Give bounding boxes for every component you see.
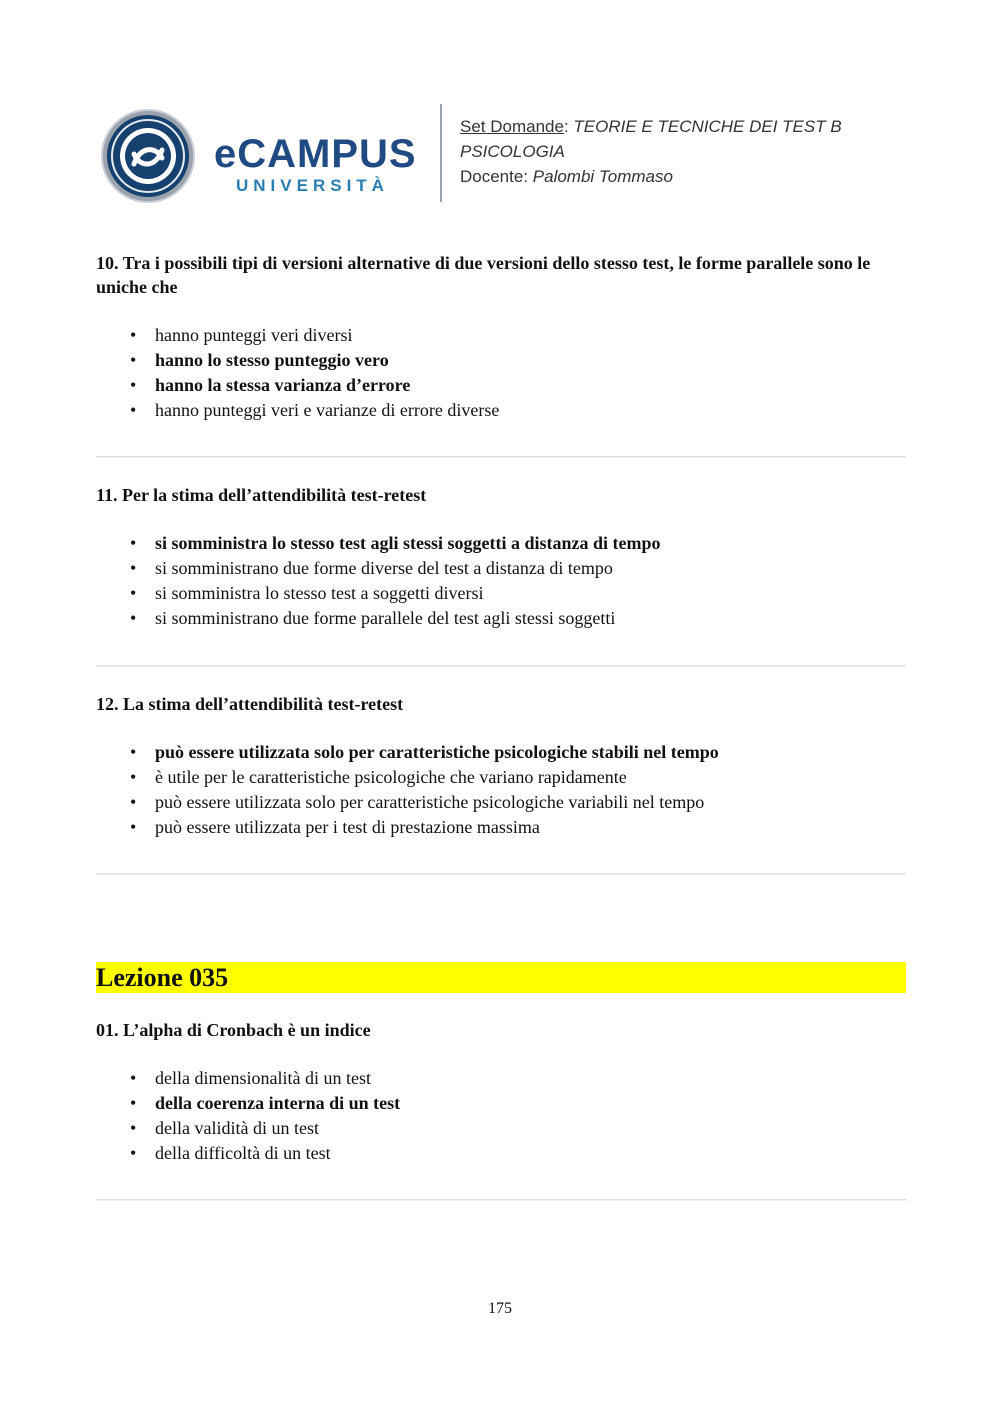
option-item: • si somministra lo stesso test a soggetti diversi: [96, 581, 906, 606]
option-item-correct: • può essere utilizzata solo per caratteristiche psicologiche stabili nel tempo: [96, 740, 906, 765]
question-separator: [96, 456, 906, 458]
docente-value: Palombi Tommaso: [532, 167, 673, 186]
question-block: [96, 692, 906, 840]
header-info: [460, 114, 900, 189]
option-item: • della difficoltà di un test: [96, 1141, 906, 1166]
option-item-correct: • si somministra lo stesso test agli stessi soggetti a distanza di tempo: [96, 531, 906, 556]
question-text: 01. L’alpha di Cronbach è un indice: [96, 1020, 371, 1040]
question-text: 10. Tra i possibili tipi di versioni alternative di due versioni dello stesso test, le forme parallele sono le uniche che: [96, 253, 871, 297]
option-item-correct: • della coerenza interna di un test: [96, 1091, 906, 1116]
logo-text: eCAMPUS: [214, 132, 417, 176]
options-list: [96, 1066, 906, 1166]
logo-subtext: UNIVERSITÀ: [236, 176, 389, 195]
question-block: [96, 1018, 906, 1166]
option-item: • può essere utilizzata solo per caratteristiche psicologiche variabili nel tempo: [96, 790, 906, 815]
option-item: • si somministrano due forme parallele del test agli stessi soggetti: [96, 606, 906, 631]
lesson-heading: Lezione 035: [96, 962, 906, 993]
docente-label: Docente:: [460, 167, 529, 186]
question-text: 11. Per la stima dell’attendibilità test-retest: [96, 485, 427, 505]
question-block: [96, 483, 906, 631]
page-number: 175: [488, 1300, 512, 1317]
option-item: • è utile per le caratteristiche psicologiche che variano rapidamente: [96, 765, 906, 790]
option-item: • si somministrano due forme diverse del test a distanza di tempo: [96, 556, 906, 581]
option-item: • hanno punteggi veri e varianze di errore diverse: [96, 398, 906, 423]
option-item: • hanno punteggi veri diversi: [96, 323, 906, 348]
question-text: 12. La stima dell’attendibilità test-retest: [96, 694, 404, 714]
question-separator: [96, 665, 906, 667]
document-header: [100, 104, 900, 204]
options-list: [96, 740, 906, 840]
options-list: [96, 531, 906, 631]
set-line: Set Domande: TEORIE E TECNICHE DEI TEST B PSICOLOGIA: [460, 117, 842, 161]
option-item: • può essere utilizzata per i test di prestazione massima: [96, 815, 906, 840]
option-item-correct: • hanno lo stesso punteggio vero: [96, 348, 906, 373]
question-separator: [96, 873, 906, 875]
set-value: TEORIE E TECNICHE DEI TEST B PSICOLOGIA: [460, 117, 842, 161]
option-item: • della validità di un test: [96, 1116, 906, 1141]
options-list: [96, 323, 906, 423]
university-seal-logo: [100, 108, 196, 204]
header-divider: [440, 104, 442, 202]
docente-line: [460, 164, 900, 189]
set-label: Set Domande: [460, 117, 564, 136]
ecampus-wordmark: [214, 134, 417, 196]
question-block: [96, 251, 906, 423]
option-item: • della dimensionalità di un test: [96, 1066, 906, 1091]
question-separator: [96, 1199, 906, 1201]
option-item-correct: • hanno la stessa varianza d’errore: [96, 373, 906, 398]
